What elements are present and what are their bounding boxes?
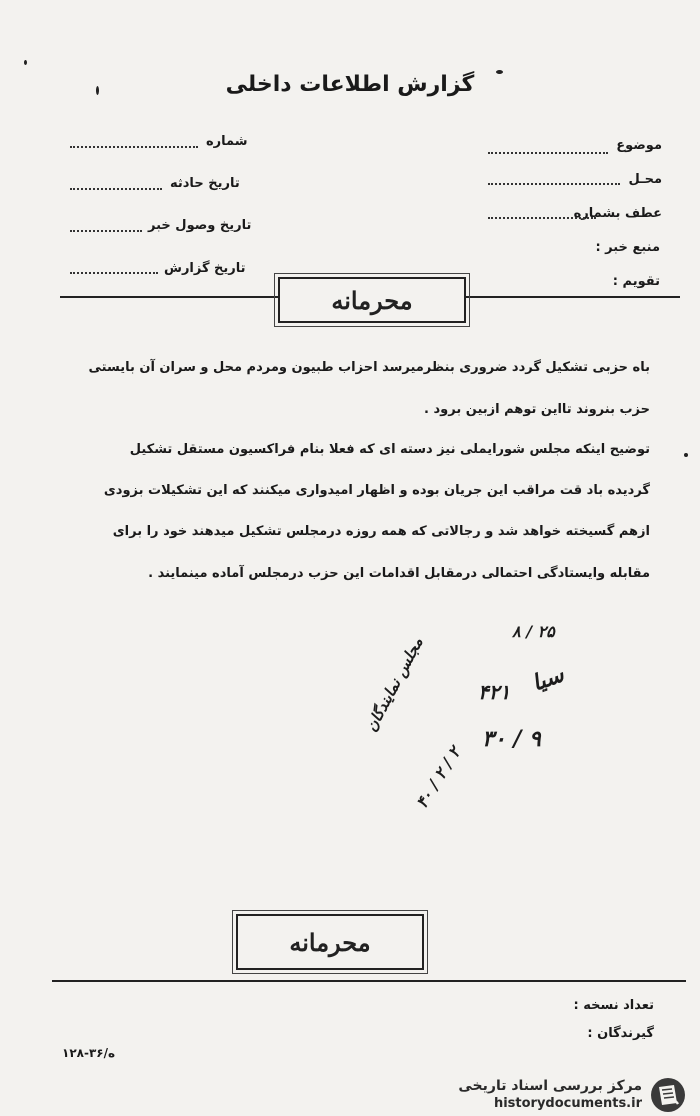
archive-logo-icon — [650, 1077, 686, 1113]
field-reference-label: عطف بشماره — [573, 206, 662, 221]
field-subject-line — [488, 152, 608, 154]
field-reference-line — [488, 217, 596, 219]
body-line: باه حزبی تشکیل گردد ضروری بنظرمیرسد احزاب طبیون ومردم محل و سران آن بایستی — [88, 360, 650, 375]
body-line: مقابله وایستادگی احتمالی درمقابل اقدامات این حزب درمجلس آماده مینمایند . — [148, 566, 650, 581]
handwritten-note: ۴۲۱ — [478, 680, 511, 704]
field-number-label: شماره — [206, 134, 248, 149]
copies-label: تعداد نسخه : — [573, 998, 654, 1013]
field-received-date-label: تاریخ وصول خبر — [148, 218, 252, 233]
scan-speck — [684, 453, 688, 457]
recipients-label: گیرندگان : — [587, 1026, 654, 1041]
handwritten-note: ۲۵ / ۸ — [512, 622, 555, 641]
handwritten-note: سیا — [528, 661, 568, 697]
body-line: توضیح اینکه مجلس شورایملی نیز دسته ای که فعلا بنام فراکسیون مستقل تشکیل — [129, 442, 650, 457]
body-line: ازهم گسیخته خواهد شد و رجالاتی که همه روزه درمجلس تشکیل میدهند خود را برای — [112, 524, 650, 539]
field-number-line — [70, 146, 198, 148]
field-source-label: منبع خبر : — [595, 240, 660, 255]
field-report-date-line — [70, 272, 158, 274]
field-location-label: محـل — [628, 172, 662, 187]
field-incident-date-line — [70, 188, 162, 190]
body-line: گردیده باد قت مراقب این جریان بوده و اظهار امیدواری میکنند که این تشکیلات بزودی — [103, 483, 650, 498]
field-incident-date-label: تاریخ حادثه — [170, 176, 240, 191]
footer-divider — [52, 980, 686, 982]
body-line: حزب بنروند تااین توهم ازبین برود . — [424, 402, 650, 417]
handwritten-note: مجلس نمایندگان — [362, 634, 427, 735]
field-subject-label: موضوع — [616, 138, 662, 153]
watermark-text-en: historydocuments.ir — [493, 1096, 642, 1111]
reference-number: ۱۲۸-۳۶/ه — [62, 1046, 116, 1060]
field-assessment-label: تقویم : — [612, 274, 660, 289]
handwritten-note: ۹ / ۳۰ — [482, 726, 541, 752]
field-received-date-line — [70, 230, 142, 232]
confidential-stamp-top: محرمانه — [278, 277, 466, 323]
field-report-date-label: تاریخ گزارش — [164, 261, 246, 276]
watermark-text-fa: مرکز بررسی اسناد تاریخی — [458, 1078, 642, 1094]
document-title: گزارش اطلاعات داخلی — [225, 72, 475, 97]
confidential-stamp-bottom: محرمانه — [236, 914, 424, 970]
scan-speck — [24, 60, 27, 65]
handwritten-note: ۲ / ۲ / ۴۰ — [412, 743, 465, 812]
watermark — [416, 1076, 686, 1114]
field-location-line — [488, 183, 620, 185]
